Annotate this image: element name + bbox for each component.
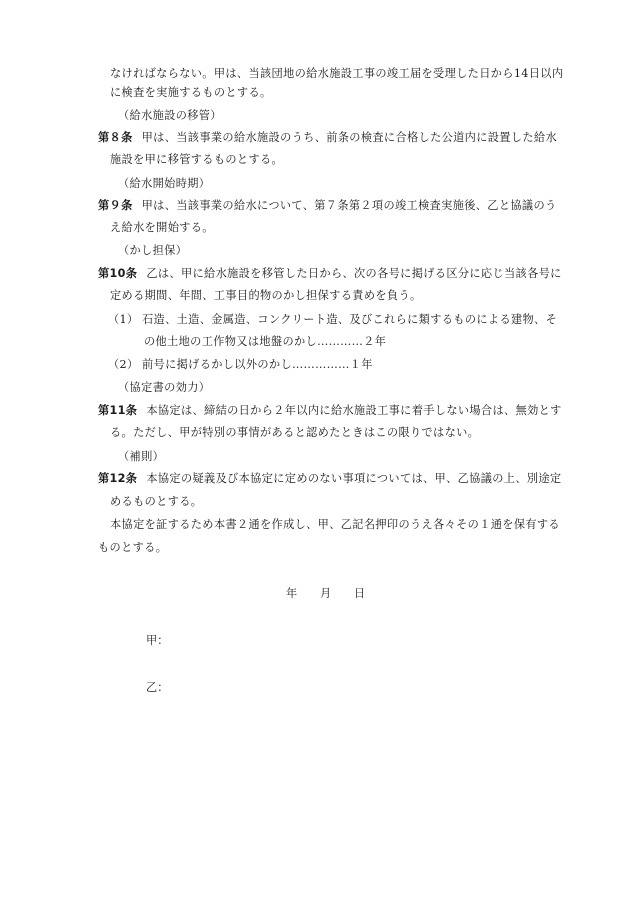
article-12-second-line: めるものとする。 [110, 495, 203, 508]
item-number: （1） [108, 313, 139, 326]
party-a-signature-label: 甲： [146, 634, 169, 647]
article-heading: （給水施設の移管） [118, 109, 222, 122]
closing-line: ものとする。 [98, 541, 168, 554]
article-number: 第10条 [98, 267, 138, 280]
article-10-item-1-line-1 [108, 312, 557, 328]
article-10-item-1-line-2: の他土地の工作物又は地盤のかし…………２年 [144, 335, 387, 348]
article-text: 乙は、甲に給水施設を移管した日から、次の各号に掲げる区分に応じ当該各号に [146, 267, 562, 280]
date-day-label: 日 [354, 587, 366, 600]
item-number: （2） [108, 358, 139, 371]
article-heading: （給水開始時期） [118, 177, 211, 190]
article-number: 第12条 [98, 472, 138, 485]
date-month-label: 月 [320, 587, 332, 600]
article-heading: （かし担保） [118, 244, 188, 257]
article-10-first-line [98, 266, 562, 282]
article-9-first-line [98, 198, 557, 214]
article-10-item-2-line-1 [108, 357, 373, 373]
article-text: 甲は、当該事業の給水について、第７条第２項の竣工検査実施後、乙と協議のう [141, 199, 557, 212]
article-12-first-line [98, 471, 561, 487]
article-number: 第８条 [98, 131, 133, 144]
party-b-signature-label: 乙： [146, 681, 169, 694]
article-heading: （協定書の効力） [118, 381, 211, 394]
date-year-label: 年 [286, 587, 298, 600]
item-text: 石造、土造、金属造、コンクリート造、及びこれらに類するものによる建物、そ [142, 313, 558, 326]
paragraph-continuation-line: に検査を実施するものとする。 [110, 86, 272, 99]
article-number: 第11条 [98, 404, 138, 417]
article-8-first-line [98, 130, 557, 146]
article-10-second-line: 定める期間、年間、工事目的物のかし担保する責めを負う。 [110, 289, 422, 302]
article-text: 本協定の疑義及び本協定に定めのない事項については、甲、乙協議の上、別途定 [146, 472, 562, 485]
closing-line: 本協定を証するため本書２通を作成し、甲、乙記名押印のうえ各々その１通を保有する [110, 518, 560, 531]
article-11-first-line [98, 403, 562, 419]
article-heading: （補則） [118, 450, 165, 463]
article-8-second-line: 施設を甲に移管するものとする。 [110, 153, 284, 166]
item-text: 前号に掲げるかし以外のかし……………１年 [142, 358, 373, 371]
article-11-second-line: る。ただし、甲が特別の事情があると認めたときはこの限りではない。 [110, 426, 480, 439]
article-text: 本協定は、締結の日から２年以内に給水施設工事に着手しない場合は、無効とす [146, 404, 562, 417]
paragraph-continuation-line: なければならない。甲は、当該団地の給水施設工事の竣工届を受理した日から14日以内 [110, 67, 564, 80]
article-number: 第９条 [98, 199, 133, 212]
article-9-second-line: え給水を開始する。 [110, 221, 214, 234]
article-text: 甲は、当該事業の給水施設のうち、前条の検査に合格した公道内に設置した給水 [141, 131, 557, 144]
